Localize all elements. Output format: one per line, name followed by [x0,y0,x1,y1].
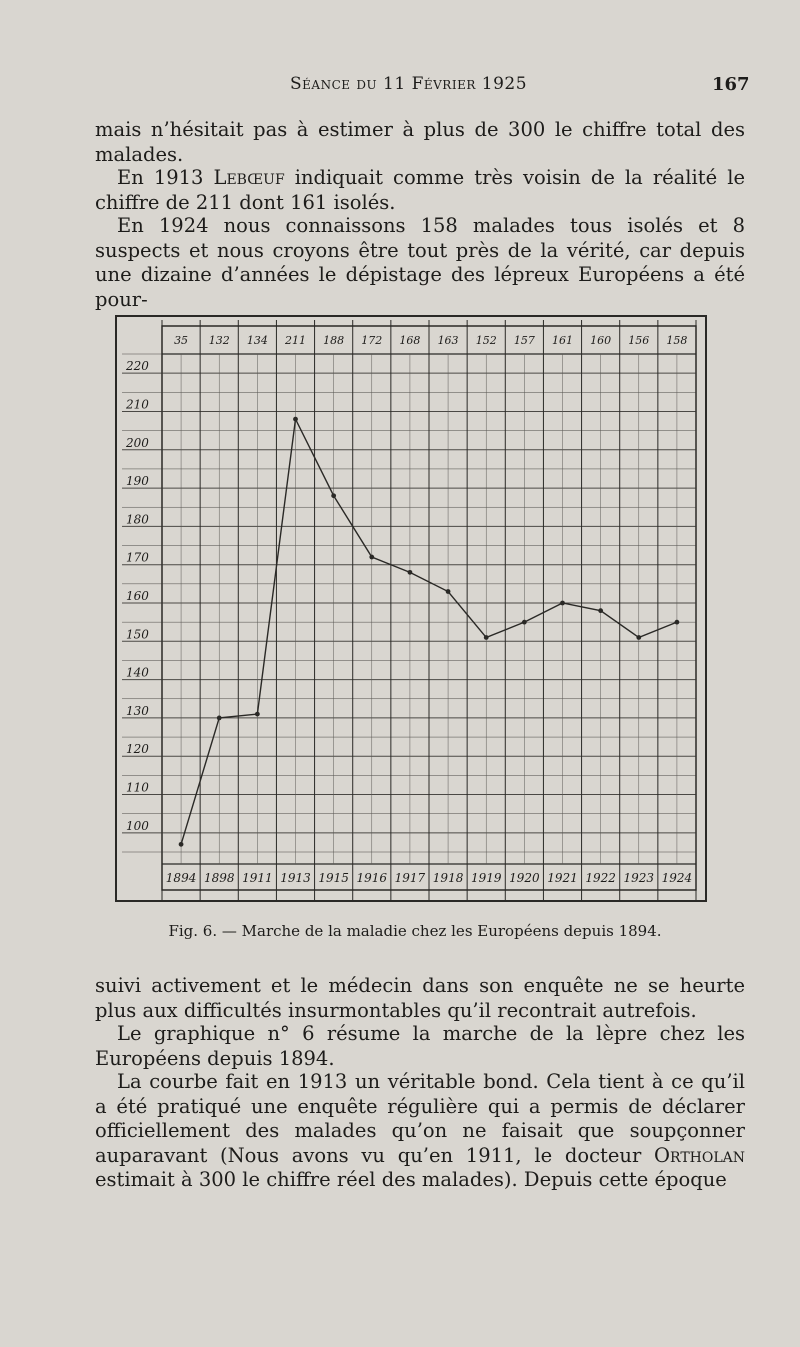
paragraph-2-pre: En 1913 [117,166,214,189]
figure-6-chart [112,312,712,907]
top-count-label: 211 [285,334,306,347]
y-tick-label: 150 [126,627,149,642]
y-tick-label: 100 [126,818,149,833]
top-count-label: 163 [437,334,459,347]
y-tick-label: 180 [126,512,149,527]
header-title: Séance du 11 Février 1925 [290,74,528,94]
paragraph-6 [95,1070,745,1193]
x-tick-label: 1919 [470,871,502,885]
top-count-labels [174,334,687,347]
data-point [675,620,680,625]
data-point [331,493,336,498]
y-tick-label: 140 [126,665,149,680]
top-count-label: 134 [246,334,268,347]
top-count-label: 156 [628,334,650,347]
top-count-label: 157 [513,334,535,347]
author-name-leboeuf: Lebœuf [213,166,285,189]
x-tick-label: 1898 [203,871,235,885]
paragraph-3: En 1924 nous connaissons 158 malades tous isolés et 8 suspects et nous croyons être tout près de la vérité, car depuis une dizaine d’années le dépistage des lépreux Européens a été pour- [95,214,745,311]
y-tick-label: 170 [126,550,149,565]
data-point [293,417,298,422]
data-point [179,842,184,847]
data-point [446,589,451,594]
paragraph-6-post: estimait à 300 le chiffre réel des malades). Depuis cette époque [95,1168,727,1191]
x-tick-label: 1917 [394,871,426,885]
x-tick-label: 1918 [432,871,464,885]
x-tick-label: 1894 [165,871,197,885]
y-tick-label: 160 [126,589,149,603]
x-tick-label: 1911 [242,871,273,885]
paragraph-6-pre: La courbe fait en 1913 un véritable bond. Cela tient à ce qu’il a été pratiqué une enquête régulière qui a permis de déclarer officiellement des malades qu’on ne faisait que soupçonner auparavant (Nous avons vu qu’en 1911, le docteur [95,1070,745,1167]
data-point [255,712,260,717]
data-point [484,635,489,640]
y-tick-label: 110 [126,780,149,795]
data-point [369,555,374,560]
top-count-label: 188 [323,334,345,347]
data-point [636,635,641,640]
x-tick-label: 1921 [547,871,578,885]
x-tick-label: 1913 [280,871,311,885]
top-count-label: 132 [208,334,230,347]
paragraph-5: Le graphique n° 6 résume la marche de la lèpre chez les Européens depuis 1894. [95,1022,745,1070]
data-point [560,601,565,606]
top-count-label: 168 [399,334,421,347]
page-number: 167 [712,74,750,95]
x-tick-label: 1915 [318,871,349,885]
data-point [598,608,603,613]
top-count-label: 160 [590,334,612,347]
x-tick-label: 1922 [585,871,616,885]
y-tick-label: 190 [126,474,149,489]
paragraph-4: suivi activement et le médecin dans son enquête ne se heurte plus aux difficultés insurmontables qu’il recontrait autrefois. [95,974,745,1022]
top-count-label: 161 [552,334,573,347]
data-point [217,716,222,721]
y-tick-label: 130 [126,703,149,718]
top-count-label: 152 [475,334,497,347]
chart-frame [116,316,706,901]
paragraph-1: mais n’hésitait pas à estimer à plus de 300 le chiffre total des malades. [95,118,745,166]
paragraph-2 [95,166,745,215]
top-count-label: 35 [174,334,189,347]
y-tick-label: 120 [126,742,149,757]
top-count-label: 172 [361,334,383,347]
x-tick-label: 1916 [356,871,388,885]
author-name-ortholan: Ortholan [654,1143,745,1167]
x-tick-label: 1924 [661,871,693,885]
data-point [408,570,413,575]
data-point [522,620,527,625]
chart-grid [116,316,706,901]
top-count-label: 158 [666,334,688,347]
y-tick-label: 210 [126,397,149,412]
figure-caption: Fig. 6. — Marche de la maladie chez les Européens depuis 1894. [168,922,662,940]
y-tick-label: 200 [126,435,149,450]
y-tick-label: 220 [126,359,149,374]
y-axis-labels [125,359,149,833]
paragraph-2-post: indiquait comme très voisin de la réalité le chiffre de 211 dont 161 isolés. [95,166,745,214]
x-tick-label: 1923 [623,871,655,885]
x-tick-label: 1920 [509,871,540,885]
running-header [0,72,800,102]
